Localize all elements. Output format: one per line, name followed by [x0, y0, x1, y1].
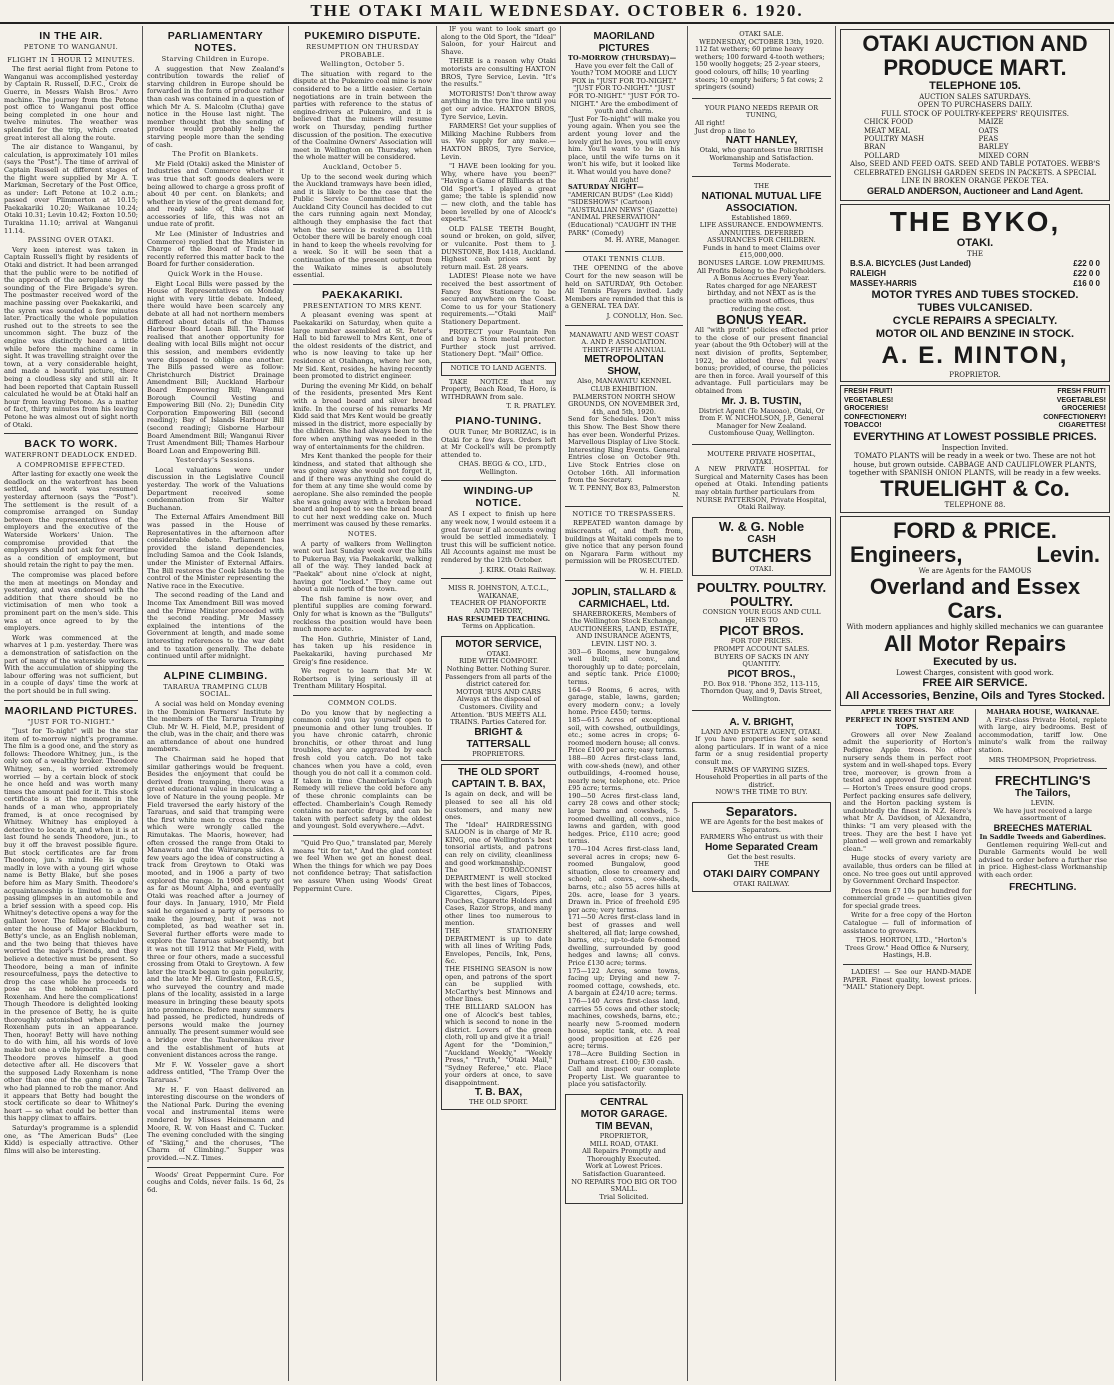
bottom-ads-row	[840, 709, 1110, 994]
article-text: Mrs Kent thanked the people for their kindness, and stated that although she was going away she would not forget it, and if there was anything she could do for them at any time she would come by aeroplane. She also reminded the people she was going away with a broken bread board and hoped to see the bread board to cut her next wedding cake on. Much merriment was caused by these remarks.	[293, 452, 432, 529]
article-text: Do you know that by neglecting a common cold you lay yourself open to pneumonia and other lung troubles. If you have chronic catarrh, chronic bronchitis, or other throat and lung troubles, they are aggravated by each fresh cold you catch. Do not take chances when you have a cold, even though you do not call it a common cold. If taken in time Chamberlain's Cough Remedy will relieve the cold before any of these chronic complaints can be effected. Chamberlain's Cough Remedy contains no narcotic drugs, and can be taken with perfect safety by the oldest and youngest. Sold everywhere.—Advt.	[293, 708, 432, 831]
otaki-sale-ad: OTAKI SALE. WEDNESDAY, OCTOBER 13th, 1920. 112 fat wethers; 60 prime heavy wethers; 100 forward 4-tooth wethers; 150 woolly hoggets; 25 2-year steers, good colours, off hills; 10 yearling steers; 10 empty heifers; 5 fat cows; 2 springers (sound)	[695, 30, 825, 92]
headline: PUKEMIRO DISPUTE.	[304, 30, 421, 42]
classified-ad: MOTORISTS! Don't throw away anything in the tyre line until you get our advice. HAXTON BROS, Tyre Service, Levin.	[441, 89, 556, 121]
motor-service-ad: MOTOR SERVICE, OTAKI. RIDE WITH COMFORT. Nothing Better. Nothing Surer. Passengers from all parts of the district catered for. MOTOR 'BUS AND CARS Always at the disposal of Customers. Civility and Attention. 'BUS MEETS ALL TRAINS. Parties Catered for. BRIGHT & TATTERSALL PROPRIETORS.	[441, 636, 556, 762]
notice-text: AS I expect to finish up here any week now, I would esteem it a great favour if all accounts owing would be settled immediately. I trust this will be sufficient notice. All Accounts against me must be rendered by the 12th October.	[441, 510, 556, 565]
headline: PAEKAKARIKI.	[321, 288, 404, 301]
ad-line: TOBACCO! CIGARETTES!	[844, 422, 1106, 430]
subheading: Starving Children in Europe.	[161, 55, 270, 63]
list-item: PEAS	[978, 135, 999, 144]
dateline: Auckland, October 5.	[323, 162, 402, 171]
picot-bros-ad: POULTRY. POULTRY. POULTRY. CONSIGN YOUR EGGS AND CULL HENS TO PICOT BROS. FOR TOP PRICES. PROMPT ACCOUNT SALES. BUYERS OF SACKS IN ANY QUANTITY. PICOT BROS., P.O. Box 918. 'Phone 352, 113-115, Thorndon Quay, and 9, Davis Street, Wellington.	[696, 580, 827, 704]
truelight-ad: FRESH FRUIT! FRESH FRUIT! VEGETABLES! VEGETABLES! GROCERIES! GROCERIES! CONFECTIONERY! CONFECTIONERY! TOBACCO! CIGARETTES! EVERYTHING AT LOWEST POSSIBLE PRICES. Inspection Invited. TOMATO PLANTS will be ready in a week or two. These are not hot house, but grown outside. CABBAGE AND CAULIFLOWER PLANTS, together with SPANISH ONION PLANTS, will be ready in a few weeks. TRUELIGHT & Co. TELEPHONE 88.	[840, 385, 1110, 513]
column-7	[836, 26, 1114, 1381]
price-row: RALEIGH £22 0 0	[850, 268, 1100, 278]
subheading: TARARUA TRAMPING CLUB SOCIAL.	[163, 682, 268, 699]
article-text: Local valuations were under discussion in the Legislative Council yesterday. The work of the Valuations Department received some condemnation from Sir Walter Buchanan.	[147, 465, 284, 512]
article-text: The compromise was placed before the men at meetings on Monday and yesterday, and was endorsed with the addition that there should be no victimisation of men who took a prominent part on the men's side. This was at once agreed to by the employers.	[4, 571, 138, 633]
list-item: MEAT MEAL	[864, 126, 910, 135]
piano-teacher-ad: MISS R. JOHNSTON, A.T.C.L., WAIKANAE, TEACHER OF PIANOFORTE AND THEORY, HAS RESUMED TEACHING. Terms on Application.	[446, 584, 551, 631]
article-text: A party of walkers from Wellington went out last Sunday week over the hills to Pukerua Bay, via Paekakariki, walking all of the way. They landed back at "Paekak" about nine o'clock at night, having got "locked." They came out about a mile north of the town.	[293, 539, 432, 594]
central-motor-garage-ad: CENTRAL MOTOR GARAGE. TIM BEVAN, PROPRIETOR, MILL ROAD, OTAKI. All Repairs Promptly and Thoroughly Executed. Work at Lowest Prices. Satisfaction Guaranteed. NO REPAIRS TOO BIG OR TOO SMALL. Trial Solicited.	[565, 1094, 683, 1204]
headline: IN THE AIR.	[39, 30, 103, 42]
column-5	[561, 26, 688, 1381]
right-bottom-ads: MAHARA HOUSE, WAIKANAE. A First-class Private Hotel, replete with large, airy bedrooms. Best of accommodation, tariff low. One minute's walk from the railway station. MRS THOMPSON, Proprietress. FRECHTLING'S The Tailors, LEVIN. We have just received a large assortment of BREECHES MATERIAL In Saddle Tweeds and Gaberdines. Gentlemen requiring Well-cut and Durable Garments would be well advised to order before a further rise in price. Highest-class Workmanship with each order. FRECHTLING.	[978, 708, 1107, 893]
moutere-hospital-ad: MOUTERE PRIVATE HOSPITAL, OTAKI. A NEW PRIVATE HOSPITAL for Surgical and Maternity Cases has been opened at Otaki. Intending patients may obtain further particulars from NURSE PATTERSON, Private Hospital, Otaki Railway.	[695, 449, 828, 512]
article-text: We regret to learn that Mr W. Robertson is lying seriously ill at Trentham Military Hospital.	[293, 667, 432, 691]
maoriland-pictures-ad: MAORILAND PICTURES TO-MORROW (THURSDAY)— Have you ever felt the Call of Youth? TOM MOORE and LUCY FOX in "JUST FOR TO-NIGHT." "JUST FOR TO-NIGHT." "JUST FOR TO-NIGHT." "JUST FOR TO-NIGHT." Are the embodiment of youth and charm. "Just For To-night" will make you young again. When you see the ardent young lover and the lovely girl he loves, you will envy him. You'll want to be in his place, until the wife turns on it won't his wife, but it looked like it. What would you have done? All right! SATURDAY NIGHT— "AMERICAN BUDS" (Lee Kidd) "SIDESHOWS" (Cartoon) "AUSTRALIAN NEWS" (Gazette) "ANIMAL PRESERVATION" (Educational) "CAUGHT IN THE PARK" (Comedy) M. H. AYRE, Manager.	[568, 31, 680, 245]
subheading: Quick Work in the House.	[167, 270, 264, 279]
subheading: The Profit on Blankets.	[172, 150, 259, 159]
article-text: "Just for To-night" will be the star item of to-morrow night's programme. The film is a good one, and the story as follows: Theodore Whitney, jun., is the only son of a wealthy broker. Theodore Whitney, sen., is worried extremely worried — by a certain block of stock he once held and was worth many times the amount paid for it. This stock certificate is at the moment in the hands of a man who, appropriately framed, is at once recognised by Whitney. Whitney has employed a detective to locate it, and when it is at last found he sends Theodore, jun., to buy it off the bravest possible figure. But stock certificates are far from Theodore, jun.'s mind. He is quite madly in love with a young girl whose name is Betty Blake, but she poses before him as Mary Smith. Theodore's acquaintanceship is limited to a few passing glimpses in an automobile and a brief session with a speed cop. His Whitney's detective opens a way for the gallant lover. The fellow scheduled to enter the house of Major Blackburn, Betty's uncle, as an English nobleman, and the two being that thieves have worried the major's friends, and they believe a detective must be present. So Theodore, being a man of infinite resourcefulness, pays the detective to drop the case while he proceeds to pose as the nobleman — Lord Roxenham. And here the complications! Though Theodore is delighted looking in the presence of Betty, he is quite thoroughly astonished when a Lady Roxenham puts in an appearance. Then, hooray! Betty will have nothing to do with him, all his words of love make but one a vile hypocrite. But then Theodore proves himself a good detective after all. He discovers that the supposed Lady Roxenham is none other than one of the gang of crooks who had planned to rob the manor. And it appears that Betty had bought the stock certificate so dear to Whitney's heart — so what could be better than this happy climax to affairs.	[4, 727, 138, 1123]
column-1	[0, 26, 143, 1381]
headline: WINDING-UP NOTICE.	[463, 485, 534, 510]
article-text: A suggestion that New Zealand's contribution towards the relief of starving children in Europe should be forwarded in the form of produce rather than cash was contained in a question of which Mr A. S. Malcolm (Clutha) gave notice in the House last night. The member thought that the sending of produce would probably help the starving people more than the sending of cash.	[147, 64, 284, 149]
list-item: MAIZE	[978, 118, 1004, 127]
notice-text: THE OPENING of the above Court for the new season will be held on SATURDAY, 9th October. All Tennis Players invited. Lady Members are reminded that this is a GENERAL TEA DAY.	[565, 264, 683, 311]
article-text: The air distance to Wanganui, by calculation, is approximately 101 miles (says the "Post"). The time of arrival of Captain Russell at different stages of the flight were supplied by Mr A. T. Markman, Secretary of the Post Office, as under: Left Petone at 10.2 a.m.; passed over Plimmerton at 10.15; Paekakariki 10.20; Waikanae 10.24; Otaki 10.31; Levin 10.42; Foxton 10.50; Turakina 11.10; arrival at Wanganui 11.14.	[4, 143, 138, 235]
article-text: The fish famine is now over, and plentiful supplies are coming forward. Only for what is known as the "Bullguts" reckless the position would have been much more acute.	[293, 594, 432, 634]
classified-ad: FARMERS! Get your supplies of Milking Machine Rubbers from us. We supply for any make.—HAXTON BROS, Tyre Service, Levin.	[441, 122, 556, 161]
subheading: COMMON COLDS.	[328, 698, 397, 707]
notice-signature: T. R. PRATLEY.	[506, 402, 556, 411]
old-sport-ad: THE OLD SPORT CAPTAIN T. B. BAX, Is again on deck, and will be pleased to see all his old customers, and many new ones. The "Ideal" HAIRDRESSING SALOON is in charge of Mr R. KING, one of Wellington's best tonsorial artists, and patrons can rely on civility, cleanliness and good workmanship. The TOBACCONIST DEPARTMENT is well stocked with the best lines of Tobaccos, Cigarettes, Cigars, Pipes, Pouches, Cigarette Holders and Cases, Razor Strops, and many other lines too numerous to mention. THE STATIONERY DEPARTMENT is up to date with all lines of Writing Pads, Envelopes, Pencils, Ink, Pens, &c. THE FISHING SEASON is now open, and patrons of the sport can be supplied with McCarthy's best Minnows and other lines. THE BILLIARD SALOON has one of Alcock's best tables, which is second to none in the district. Lovers of the green cloth, roll up and give it a trial! Agent for the "Dominion," "Auckland Weekly," "Weekly Press," "Truth," "Otaki Mail," "Sydney Referee," etc. Place your orders at once, to save disappointment. T. B. BAX, THE OLD SPORT.	[441, 764, 556, 1110]
column-6	[688, 26, 836, 1381]
subheading: PRESENTATION TO MRS KENT.	[302, 301, 423, 310]
ford-price-ad: FORD & PRICE. Engineers, Levin. We are Agents for the FAMOUS Overland and Essex Cars. With modern appliances and highly skilled mechanics we can guarantee All Motor Repairs Executed by us. Lowest Charges, consistent with good work. FREE AIR SERVICE. All Accessories, Benzine, Oils and Tyres Stocked.	[840, 516, 1110, 706]
notice-text: OUR Tuner, Mr BORIZAC, is in Otaki for a few days. Orders left at Mr Cockell's will be promptly attended to.	[441, 427, 556, 459]
price-row: MASSEY-HARRIS £16 0 0	[850, 278, 1100, 288]
list-item: BARLEY	[978, 143, 1009, 152]
article-text: "Quid Pro Quo," translated par, Merely means "tit for tat," And the glad contest we feel When we get an honest deal. When the things for which we pay Does not confidence betray; That satisfaction we assure When using Woods' Great Peppermint Cure.	[293, 839, 432, 893]
headline: PIANO-TUNING.	[455, 414, 542, 427]
ad-line: CONFECTIONERY! CONFECTIONERY!	[844, 413, 1106, 421]
subheading: WATERFRONT DEADLOCK ENDED.	[4, 451, 138, 460]
price-row: B.S.A. BICYCLES (Just Landed) £22 0 0	[850, 258, 1100, 268]
separators-ad: Separators. WE are Agents for the best makes of Separators. FARMERS Who entrust us with their Home Separated Cream Get the best results. THE OTAKI DAIRY COMPANY OTAKI RAILWAY.	[692, 802, 831, 892]
classified-ad: PROTECT your Fountain Pen and buy a Stom metal protector. Further stock just arrived. Stationery Dept. "Mail" Office.	[441, 327, 556, 359]
article-text: Very keen interest was taken in Captain Russell's flight by residents of Otaki and district. It had been arranged that the public were to be notified of the approach of the aeroplane by the sounding of the Fire Brigade's syren. The postmaster received word of the machine passing over Paekakariki, and the syren was sounded a few minutes later. Practically the whole population rushed out to the streets to see the uncommon sight. The buzz of the engine was distinctly heard a little while before the machine came in sight. It was travelling straight over the town, at a very considerable height, and made a beautiful picture, there being a cloudless sky and still air. It had been reported that Captain Russell calculated he would be at Otaki half an hour from leaving Petone. As a matter of fact, thirty minutes from his leaving Petone he was almost out of sight north of Otaki.	[4, 245, 138, 429]
notice-text: REPEATED wanton damage by miscreants of, and theft from, buildings at Waitaki compels me to give notice that any person found on Ngarara Farm without my permission will be PROSECUTED.	[565, 519, 683, 566]
article-text: Saturday's programme is a splendid one, as "The American Buds" (Lee Kidd) is especially attractive. Other films will also be interesting.	[4, 1123, 138, 1155]
article-text: Eight Local Bills were passed by the House of Representatives on Monday night with very little debate. Indeed, there would have been scarcely any debate at all had not northern members differed about details of the Thames Harbour Board Loan Bill. The House realised that another opportunity for dealing with local Bills might not occur this session, and members evidently were disposed to oblige one another. The Bills passed were as follow: Christchurch District Drainage Amendment Bill; Auckland Harbour Board Empowering Bill; Wanganui Borough Council Vesting and Empowering Bill (No. 2); Dunedin City Corporation Empowering Bill (second reading); Bay of Islands Harbour Bill (second reading); Gisborne Harbour Board Amendment Bill; Wanganui River Trust Amendment Bill; Thames Harbour Board Loan and Empowering Bill.	[147, 279, 284, 455]
headline: ALPINE CLIMBING.	[163, 669, 268, 682]
joplin-stallard-ad: JOPLIN, STALLARD & CARMICHAEL, Ltd. SHAREBROKERS, Members of the Wellington Stock Exchange, AUCTIONEERS, LAND, ESTATE, AND INSURANCE AGENTS, LEVIN. LIST NO. 3. 303—6 Rooms, new bungalow, well built; all conv., and thoroughly up to date; porcelain, and septic tank. Price £1000; terms. 164—9 Rooms, 6 acres, with garage, stable, lawns, garden; every modern conv.; a lovely home. Price £450; terms. 185—615 Acres of exceptional soil, with cowshed, outbuildings, etc.; some acres in crops; 6-roomed modern house; all convs. Price £100 per acre; easy terms. 188—80 Acres first-class land, with cow-sheds (new), and other outbuildings, 4-roomed house, nearly new, telephone, etc. Price £95 acre; terms. 190—50 Acres first-class land, carry 28 cows and other stock; large barns and cowsheds, 5-roomed dwelling, all convs., nice lawns and garden, with good hedges. Price, £110 acre; good terms. 170—104 Acres first-class land, several acres in crops; new 6-roomed Bungalow, good situation, close to creamery and school; all convs., cow-sheds, barns, etc.; also 55 acres hills at 20s. acre, lease for 3 years. Drawn in. Price of freehold £95 per acre; very terms. 171—50 Acres first-class land in best of grasses and well sheltered, all flat; large cowshed, barns, etc.; up-to-date 6-roomed dwelling, surrounded by good hedges and lawns; all convs. Price £130 acre; terms. 175—122 Acres, some towns, facing up; Drying and new 7-roomed cottage, cowsheds, etc. A bargain at £24/10 acre; terms. 176—140 Acres first-class land, carries 55 cows and other stock; machines, cowsheds, barns, etc.; nearly new 5-roomed modern house, septic tank, etc. A real good proposition at £26 per acre; terms. 178—Acre Building Section in Durham street. £100; £30 cash. Call and inspect our complete Property List. We guarantee to place you satisfactorily.	[568, 586, 680, 1089]
article-text: Mr H. F. von Haast delivered an interesting discourse on the wonders of the National Park. During the evening vocal and instrumental items were rendered by Misses Heinemann and Moore, R. W. von Haast and C. Tucker. The evening concluded with the singing of "Skiing," and the choruses, "The Charm of Climbing." Supper was provided.—N.Z. Times.	[147, 1085, 284, 1162]
article-text: Woods' Great Peppermint Cure. For coughs and Colds, never fails. 1s 6d, 2s 6d.	[147, 1170, 284, 1194]
article-text: During the evening Mr Kidd, on behalf of the residents, presented Mrs Kent with a bread board and silver bread knife. In the course of his remarks Mr Kidd said that Mrs Kent would be greatly missed in the district, more especially by the children. She had always been to the fore when anything was needed in the way of entertainments for the children.	[293, 381, 432, 451]
article-text: The first aerial flight from Petone to Wanganui was accomplished yesterday by Captain R. Russell, D.F.C., Croix de Guerre, in Messrs Walsh Bros.' Avro machine. The journey from the Petone post office to Wanganui post office being completed in one hour and twelve minutes. The weather was splendid for the trip, which created great interest all along the route.	[4, 65, 138, 142]
ad-line: VEGETABLES! VEGETABLES!	[844, 396, 1106, 404]
subheading: OTAKI TENNIS CLUB.	[582, 254, 666, 263]
notice-signature: W. H. FIELD.	[639, 567, 683, 576]
list-item: POLLARD	[864, 151, 900, 160]
notice-signature: CHAS. BEGG & CO., LTD., Wellington.	[458, 460, 547, 476]
article-text: Mr Field (Otaki) asked the Minister of Industries and Commerce whether it was true that soft goods dealers were being allowed to charge a gross profit of about 40 per cent. on blankets; and whether in view of the great demand for, and ready sale of, this class of accessories of life, this was not an undue rate of profit.	[147, 159, 284, 229]
classified-ad: "I HAVE been looking for you. Why, where have you been?" "Having a Game of Billiards at the Old Sport's. I played a great game; the table is splendid now — new cloth, and the table has been levelled by one of Alcock's experts."	[441, 162, 556, 224]
classified-ad: LADIES! Please note we have received the best assortment of Fancy Box Stationery to be secured anywhere on the Coast. Come to us for your Stationery requirements.—"Otaki Mail" Stationery Department.	[441, 272, 556, 326]
classified-ad: OLD FALSE TEETH Bought, sound or broken, on gold, silver, or vulcanite. Post them to J. DUNSTONE, Box 1418, Auckland. Highest cash prices sent by return mail. Est. 28 years.	[441, 224, 556, 271]
article-text: A social was held on Monday evening in the Dominion Farmers' Institute by the members of the Tararua Tramping Club. Mr W. H. Field, M.P., president of the club, was in the chair, and there was an attendance of about one hundred members.	[147, 699, 284, 754]
subheading: FLIGHT IN 1 HOUR 12 MINUTES.	[7, 55, 135, 64]
column-4	[437, 26, 561, 1381]
classified-ad: THERE is a reason why Otaki motorists are consulting HAXTON BROS, Tyre Service, Levin. "It's the results."	[441, 57, 556, 89]
subheading: NOTICE TO TRESPASSERS.	[572, 509, 676, 518]
subheading: RESUMPTION ON THURSDAY PROBABLE.	[306, 43, 419, 59]
headline: MAORILAND PICTURES.	[4, 704, 138, 717]
ad-line: FRESH FRUIT! FRESH FRUIT!	[844, 388, 1106, 396]
ad-line: GROCERIES! GROCERIES!	[844, 405, 1106, 413]
article-text: After lasting for exactly one week the deadlock on the waterfront has been settled, and work was resumed yesterday afternoon (says the "Post"). The settlement is the result of a compromise arranged on Sunday between the representatives of the employers and the executive of the Waterside Workers' Union. The compromise provided that the employers should not ask for overtime as a condition of employment, but should retain the right to pay the men.	[4, 470, 138, 570]
subheading: NOTES.	[347, 530, 378, 539]
list-item: POULTRY MASH	[864, 135, 925, 144]
article-text: The Chairman said he hoped that similar gatherings would be frequent. Besides the enjoyment that could be derived from tramping, there was a great educational value in inculcating a love of Nature in the young people. Mr Field traversed the early history of the Tararuas, and said that tramping were the first white men to cross the range which were wrongly called the Rimutakas. The Maoris, however, had often crossed the range from Otaki to Manawatu and the Wairarapa sides. A few years ago the idea of constructing a track from Greytown to Otaki was mooted, and in 1906 a party of two explored the range. In 1908 a party got as far as Mount Alpha, and eventually Otaki was reached after a journey of four days. In January, 1910, Mr Field said he organised a party of persons to make the journey, but it was not completed, as bad weather set in. Several further efforts were made to explore the Tararuas subsequently, but it was not till 1912 that Mr Field, with three or four others, made a successful crossing from Otaki to Greytown. A few later the track began to gain popularity, and the late Mr H. Girdleston, F.R.G.S., who surveyed the country and made plans of the locality, assisted in a large measure in bringing these beauty spots into prominence. Before many summers had passed, he predicted, hundreds of persons would make the journey annually. The present summer would see a bridge over the Tauherenikau river and the establishment of huts at convenient distances across the range.	[147, 755, 284, 1060]
headline: PARLIAMENTARY NOTES.	[167, 30, 264, 54]
article-text: A pleasant evening was spent at Paekakariki on Saturday, when quite a large number assembled at St. Peter's Hall to bid farewell to Mrs Kent, one of the oldest residents of the district, and who is now leaving to take up her residence at Otaihanga, where her son, Mr Sid. Kent, resides, he having recently been promoted to district engineer.	[293, 311, 432, 381]
column-2	[143, 26, 289, 1381]
article-text: The second reading of the Land and Income Tax Amendment Bill was moved and the Prime Minister proceeded with the second reading. Mr Massey explained the intentions of the Government at length, and made some interesting references to the war debt and to taxation generally. The debate continued until after midnight.	[147, 591, 284, 661]
noble-butchers-ad: W. & G. Noble CASH BUTCHERS OTAKI.	[692, 517, 831, 577]
subheading: A COMPROMISE EFFECTED.	[16, 460, 126, 469]
article-text: The External Affairs Amendment Bill was passed in the House of Representatives in the afternoon after considerable debate. Parliament has provided the island dependencies, including Samoa and the Cook Islands, under the Minister of External Affairs. The Bill restores the Cook Islands to the control of the Minister representing the Native race in the Executive.	[147, 513, 284, 590]
subheading: Yesterday's Sessions.	[175, 456, 256, 465]
dateline: Wellington, October 5.	[320, 60, 405, 69]
subheading: PASSING OVER OTAKI.	[27, 236, 115, 245]
article-text: Mr Lee (Minister of Industries and Commerce) replied that the Minister in Charge of the Board of Trade had recently referred this matter back to the Board for further consideration.	[147, 230, 284, 269]
natt-hanley-ad: YOUR PIANO NEEDS REPAIR OR TUNING, All right! Just drop a line to NATT HANLEY, Otaki, who guarantees true BRITISH Workmanship and Satisfaction. Terms Moderate.	[695, 103, 824, 170]
masthead: THE OTAKI MAIL WEDNESDAY. OCTOBER 6. 1920.	[0, 0, 1114, 24]
headline: BACK TO WORK.	[24, 438, 118, 451]
list-item: CHICK FOOD	[864, 118, 913, 127]
notice-signature: J. KIRK. Otaki Railway.	[480, 565, 556, 574]
notice-land-agents: NOTICE TO LAND AGENTS.	[441, 362, 556, 376]
subheading: PETONE TO WANGANUI.	[23, 43, 119, 51]
otaki-auction-mart-ad: OTAKI AUCTION AND PRODUCE MART. TELEPHONE 105. AUCTION SALES SATURDAYS. OPEN TO PURCHASERS DAILY. FULL STOCK OF POULTRY-KEEPERS' REQUISITES. CHICK FOOD MEAT MEAL POULTRY MASH BRAN POLLARD MAIZE OATS PEAS BARLEY MIXED CORN Also, SEED AND FEED OATS. SEED AND TABLE POTATOES. WEBB'S CELEBRATED ENGLISH GARDEN SEEDS IN PACKETS. A SPECIAL LINE IN BROKEN ORANGE PEKOE TEA. GERALD ANDERSON, Auctioneer and Land Agent.	[840, 29, 1110, 201]
list-item: BRAN	[864, 143, 886, 152]
list-item: MIXED CORN	[978, 151, 1029, 160]
subheading: "JUST FOR TO-NIGHT."	[27, 717, 115, 726]
notice-text: TAKE NOTICE that my Property, Beach Road, Te Horo, is WITHDRAWN from sale.	[441, 377, 556, 401]
column-3	[289, 26, 437, 1381]
article-text: Up to the second week during which the Auckland tramways have been idled, and it is likely to be the case that the Public Service Committee of the Auckland City Council has decided to cut the cars running again next Monday, although they emphasise the fact that when the service is restored on 11th October there will be barely enough coal in hand to keep the wheels revolving for a week. So it will be seen that a continuation of the present output from the Waikato mines is absolutely essential.	[293, 172, 432, 280]
article-text: The Hon. Guthrie, Minister of Land, has taken up his residence in Paekakariki, having purchased Mr Greig's fine residence.	[293, 634, 432, 666]
article-text: Mr F. W. Vosseler gave a short address entitled, "The Tramp Over the Tararuas."	[147, 1060, 284, 1084]
classified-ad: IF you want to look smart go along to the Old Sport, the "Ideal" Saloon, for your Haircut and Shave.	[441, 26, 556, 56]
av-bright-ad: A. V. BRIGHT, LAND AND ESTATE AGENT, OTAKI. If you have properties for sale send along particulars. If in want of a nice farm or a snug residential property consult me. FARMS OF VARYING SIZES. Household Properties in all parts of the district. NOW'S THE TIME TO BUY.	[695, 716, 828, 797]
notice-signature: J. CONOLLY, Hon. Sec.	[606, 312, 683, 320]
article-text: Work was commenced at the wharves at 1 p.m. yesterday. There was a demonstration of satisfaction on the part of many of the waterside workers. With the accumulation of shipping the labour offering was not sufficient, but in a couple of days' time the work at the port should be in full swing.	[4, 633, 138, 695]
poultry-requisites-list	[844, 118, 1106, 160]
metropolitan-show-ad: MANAWATU AND WEST COAST A. AND P. ASSOCIATION. THIRTY-FIFTH ANNUAL METROPOLITAN SHOW, Also, MANAWATU KENNEL CLUB EXHIBITION. PALMERSTON NORTH SHOW GROUNDS, ON NOVEMBER 3rd, 4th, and 5th, 1920. Send for Schedules. Don't miss this Show. The Best Show there has ever been. Wonderful Prizes. Marvellous Display of Live Stock. Interesting Ring Events. General Entries close on October 9th. Live Stock Entries close on October 16th. All information from the Secretary. W. T. PENNY, Box 83, Palmerston N.	[568, 330, 680, 500]
list-item: OATS	[978, 126, 999, 135]
byko-ad: THE BYKO, OTAKI. THE B.S.A. BICYCLES (Just Landed) £22 0 0 RALEIGH £22 0 0 MASSEY-HARRIS £16 0 0 MOTOR TYRES AND TUBES STOCKED. TUBES VULCANISED. CYCLE REPAIRS A SPECIALTY. MOTOR OIL AND BENZINE IN STOCK. A. E. MINTON, PROPRIETOR.	[840, 204, 1110, 382]
horton-trees-ad: APPLE TREES THAT ARE PERFECT IN ROOT SYSTEM AND TOPS. Growers all over New Zealand admit the superiority of Horton's Pedigree Apple trees. No other nursery sends them in perfect root system and in well-shaped tops. Every tree, moreover, is grown from a tested and approved fruiting parent — Horton's Trees ensure good crops. Perfect packing ensures safe delivery, and the Horton packing system is undoubtedly the finest in N.Z. Here's what Mr A. Davidson, of Alexandra, thinks: "I am very pleased with the trees. They are the best I have yet planted — well grown and remarkably clean." Huge stocks of every variety are available, thus orders can be filled at once. No tree goes out until approved by Government Orchard Inspector. Prices from £7 10s per hundred for commercial grade — quantities given for special grade trees. Write for a free copy of the Horton Catalogue — full of information of assistance to growers. THOS. HORTON, LTD., "Horton's Trees Grow." Head Office & Nursery, Hastings, H.B. LADIES! — See our HAND-MADE PAPER. Finest quality, lowest prices. "MAIL" Stationery Dept.	[840, 709, 976, 994]
national-mutual-ad: THE NATIONAL MUTUAL LIFE ASSOCIATION. Established 1869. LIFE ASSURANCE. ENDOWMENTS. ANNUITIES. DEFERRED ASSURANCES FOR CHILDREN. Funds in hand to meet Claims over £15,000,000. BONUSES LARGE. LOW PREMIUMS. All Profits Belong to the Policyholders. A Bonus Accrues Every Year. Rates charged for age NEAREST birthday, and not NEXT as is the practice with most offices, thus reducing the cost. BONUS YEAR. All "with profit" policies effected prior to the close of our present financial year (about the 9th October) will at the next division of profits, September, 1922, be allotted three full years' bonus; provided, of course, the policies are then in force. Avail yourself of this advantage. Full particulars may be obtained from Mr. J. B. TUSTIN, District Agent (Te Mauoao), Otaki, Or from F. W. NICHOLSON, J.P., General Manager for New Zealand. Customhouse Quay, Wellington.	[695, 181, 828, 438]
bicycle-price-list	[844, 259, 1106, 289]
article-text: The situation with regard to the dispute at the Pukemiro coal mine is now considered to be a little easier. Certain negotiations are in train between the parties with reference to the status of engine-drivers at Pukemiro, and it is believed that the miners will resume work on Thursday, pending further discussion of the position. The executive of the Coalmine Owners' Association will meet in Wellington on Thursday, when the whole matter will be considered.	[293, 69, 432, 162]
